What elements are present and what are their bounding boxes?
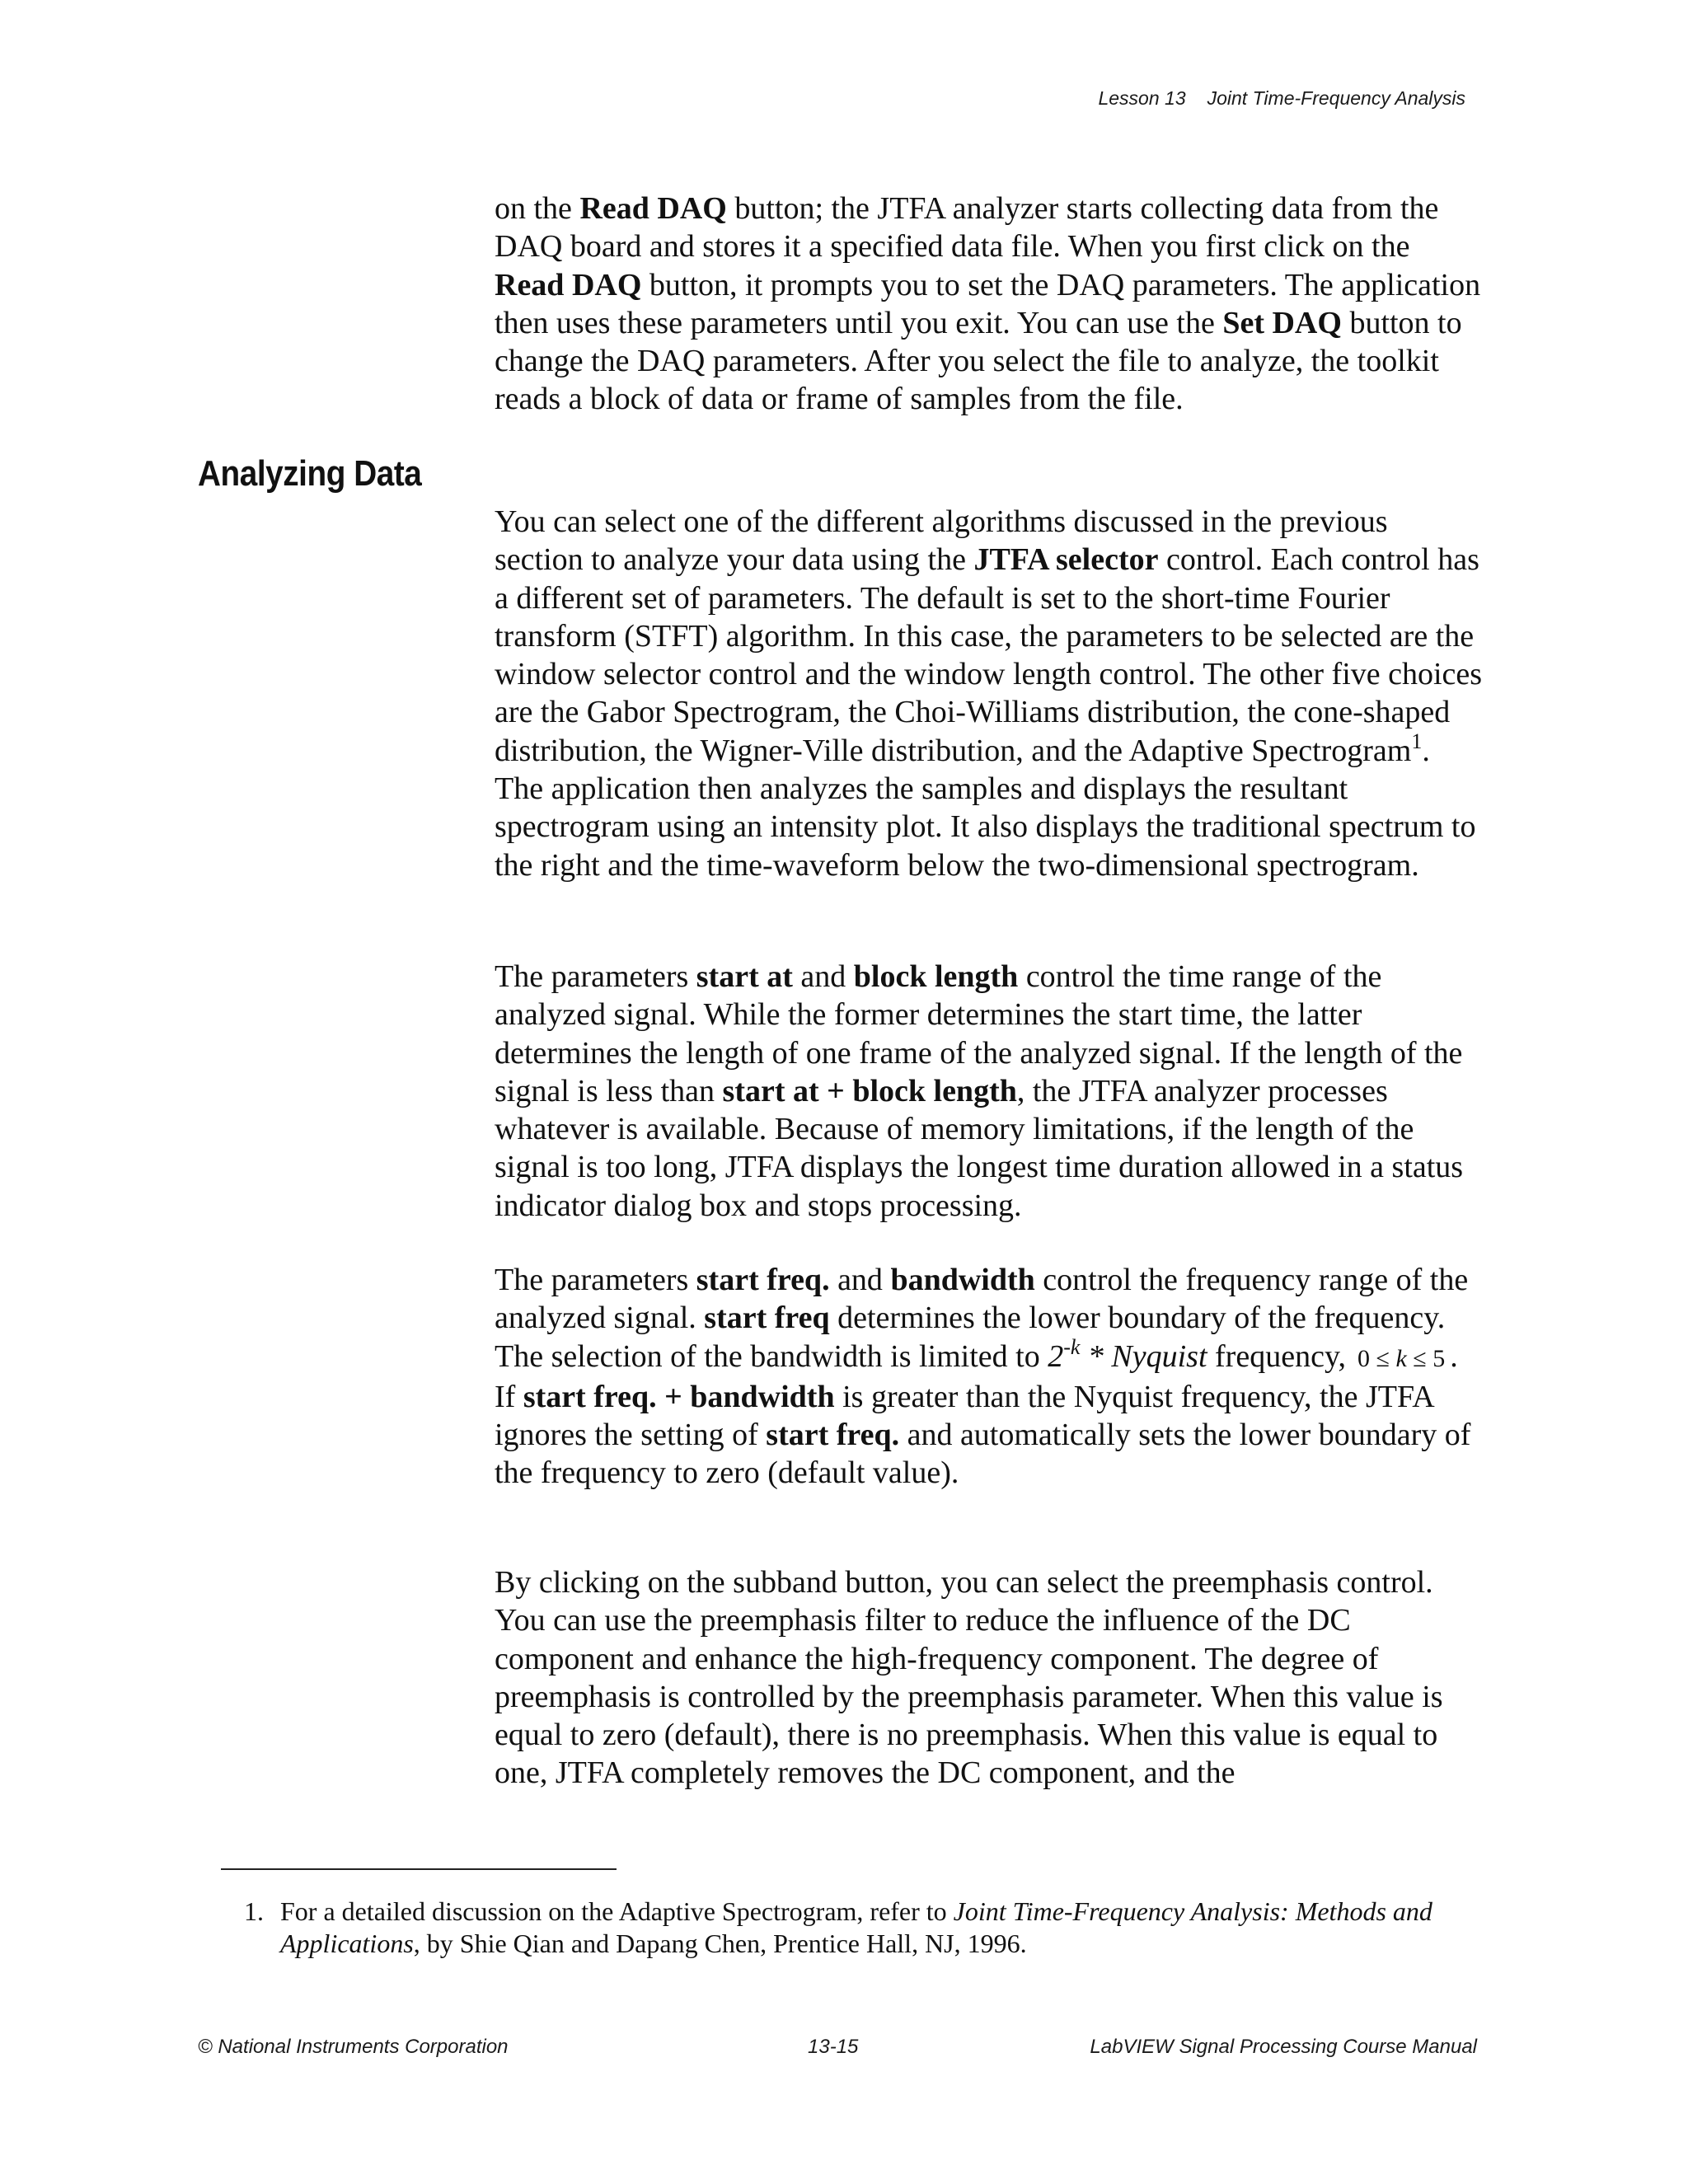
paragraph-continued: on the Read DAQ button; the JTFA analyzer starts collecting data from the DAQ board and stores it a specified data file. When you first click on the Read DAQ button, it prompts you to set the DAQ parameters. The application then uses these parameters until you exit. You can use the Set DAQ button to change the DAQ parameters. After you select the file to analyze, the toolkit reads a block of data or frame of samples from the file.: [495, 191, 1481, 417]
footnote-number: 1.: [244, 1896, 264, 1926]
footnote-reference: 1: [1411, 729, 1423, 753]
read-daq-term: Read DAQ: [579, 191, 727, 226]
lesson-title: Joint Time-Frequency Analysis: [1207, 87, 1465, 109]
jtfa-selector-term: JTFA selector: [973, 542, 1159, 578]
bandwidth-term: bandwidth: [890, 1263, 1035, 1297]
footer-manual-title: LabVIEW Signal Processing Course Manual: [1090, 2036, 1477, 2058]
cited-book-title: Joint Time-Frequency Analysis: Methods and Applications: [280, 1896, 1432, 1958]
k-range-inequality: 0 ≤ k ≤ 5: [1357, 1344, 1446, 1372]
footnote-divider: [221, 1868, 617, 1870]
start-freq-term: start freq.: [766, 1418, 900, 1453]
paragraph-frequency-range: The parameters start freq. and bandwidth control the frequency range of the analyzed signal. start freq determines the lower boundary of the frequency. The selection of the bandwidth is limited to $2^{-k}$ * Nyquist frequency, 0 ≤ k ≤ 5 . If start freq. + bandwidth is greater than the Nyquist frequency, the JTFA ignores the setting of start freq. and automatically sets the lower boundary of the frequency to zero (default value).: [495, 1263, 1471, 1491]
footnote-text: For a detailed discussion on the Adaptive Spectrogram, refer to Joint Time-Frequency Analysis: Methods and Applications, by Shie Qian and Dapang Chen, Prentice Hall, NJ, 1996.: [280, 1896, 1432, 1958]
set-daq-term: Set DAQ: [1222, 305, 1342, 340]
lesson-number: Lesson 13: [1098, 87, 1186, 109]
paragraph-preemphasis: By clicking on the subband button, you can select the preemphasis control. You can use the preemphasis filter to reduce the influence of the DC component and enhance the high-frequency component. The degree of preemphasis is controlled by the preemphasis parameter. When this value is equal to zero (default), there is no preemphasis. When this value is equal to one, JTFA completely removes the DC component, and the: [495, 1565, 1443, 1791]
paragraph-algorithms: You can select one of the different algorithms discussed in the previous section to analyze your data using the JTFA selector control. Each control has a different set of parameters. The default is set to the short-time Fourier transform (STFT) algorithm. In this case, the parameters to be selected are the window selector control and the window length control. The other five choices are the Gabor Spectrogram, the Choi-Williams distribution, the cone-shaped distribution, the Wigner-Ville distribution, and the Adaptive Spectrogram$^1$. The application then analyzes the samples and displays the resultant spectrogram using an intensity plot. It also displays the traditional spectrum to the right and the time-waveform below the two-dimensional spectrogram.: [495, 504, 1483, 883]
footnote: [244, 1896, 1447, 1960]
paragraph-time-range: The parameters start at and block length control the time range of the analyzed signal. While the former determines the start time, the latter determines the length of one frame of the analyzed signal. If the length of the signal is less than start at + block length, the JTFA analyzer processes whatever is available. Because of memory limitations, if the length of the signal is too long, JTFA displays the longest time duration allowed in a status indicator dialog box and stops processing.: [495, 959, 1464, 1223]
read-daq-term: Read DAQ: [495, 267, 642, 302]
page-number: 13-15: [808, 2036, 859, 2058]
start-at-block-length-term: start at + block length: [722, 1073, 1017, 1108]
start-at-term: start at: [696, 959, 793, 994]
nyquist-expression: $2^{-k}$ * Nyquist: [1048, 1334, 1207, 1374]
start-freq-term: start freq: [704, 1301, 830, 1336]
block-length-term: block length: [853, 959, 1019, 994]
start-freq-bandwidth-term: start freq. + bandwidth: [523, 1379, 835, 1414]
running-header: [1098, 87, 1465, 110]
section-heading-analyzing-data: Analyzing Data: [198, 453, 422, 494]
start-freq-term: start freq.: [696, 1263, 830, 1297]
footer-copyright: © National Instruments Corporation: [198, 2036, 509, 2058]
